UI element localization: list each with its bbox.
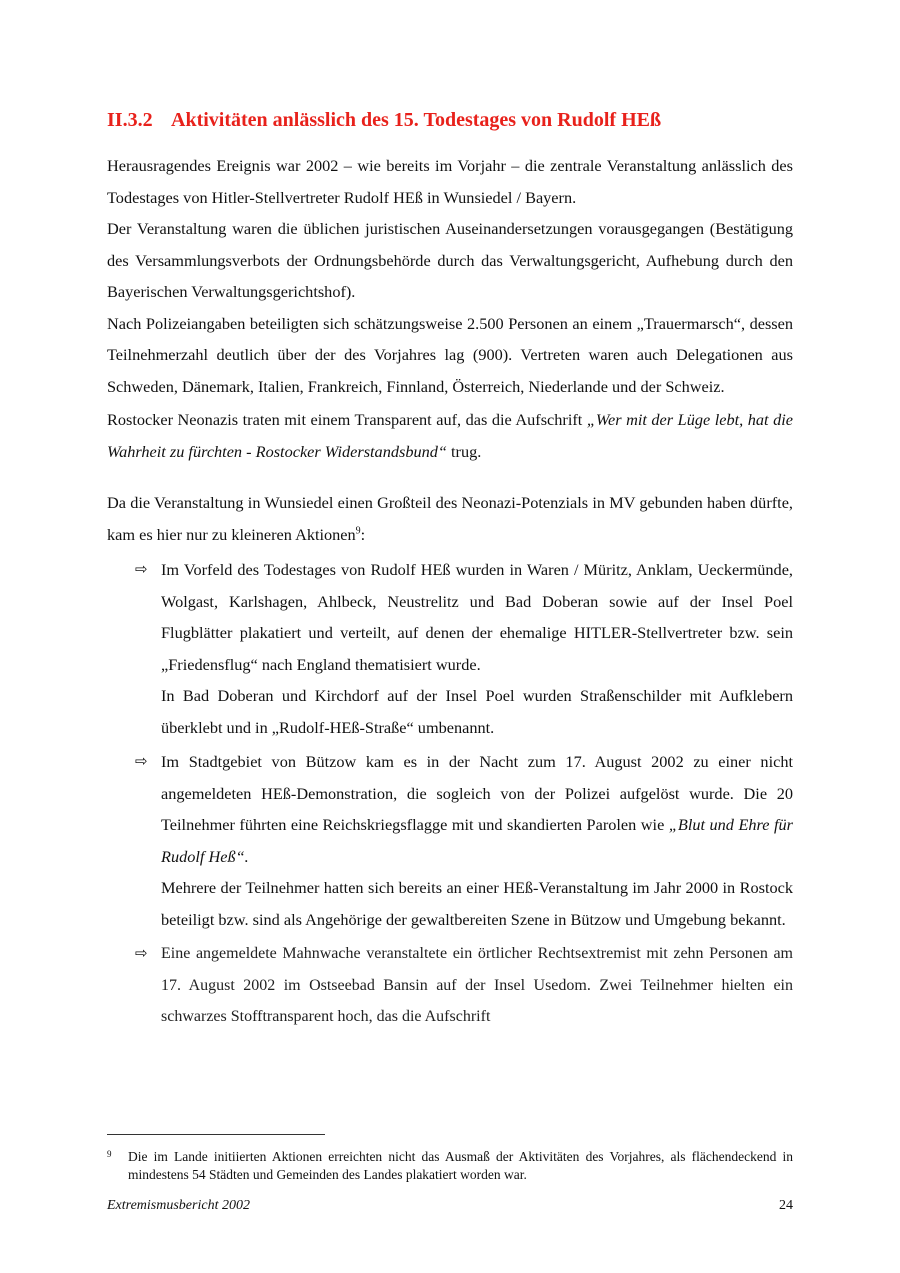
bullet-3-main: Eine angemeldete Mahnwache veranstaltete ein örtlicher Rechtsextremist mit zehn Personen am 17. August 2002 im Ostseebad Bansin auf der Insel Usedom. Zwei Teilnehmer hielten ein schwarzes Stofftransparent hoch, das die Aufschrift xyxy=(161,945,793,1025)
list-item xyxy=(107,746,793,935)
bullet-1-sub: In Bad Doberan und Kirchdorf auf der Insel Poel wurden Straßenschilder mit Aufklebern überklebt und in „Rudolf-HEß-Straße“ umbenannt. xyxy=(161,686,793,737)
bullet-1-main: Im Vorfeld des Todestages von Rudolf HEß wurden in Waren / Müritz, Anklam, Ueckermünde, Wolgast, Karlshagen, Ahlbeck, Neustrelitz und Bad Doberan sowie auf der Insel Poel Flugblätter plakatiert und verteilt, auf denen der ehemalige HITLER-Stellvertreter bzw. sein „Friedensflug“ nach England thematisiert wurde. xyxy=(161,560,793,674)
page-number: 24 xyxy=(779,1198,793,1213)
footnote-reference[interactable]: 9 xyxy=(355,525,361,537)
paragraph-5 xyxy=(107,487,793,550)
arrow-right-icon: ⇨ xyxy=(135,560,148,578)
section-number: II.3.2 xyxy=(107,109,153,131)
footnote-text: Die im Lande initiierten Aktionen erreichten nicht das Ausmaß der Aktivitäten des Vorjahres, als flächendeckend in mindestens 54 Städten und Gemeinden des Landes plakatiert worden war. xyxy=(128,1149,793,1182)
page-footer xyxy=(107,1198,793,1214)
section-title: Aktivitäten anlässlich des 15. Todestages von Rudolf HEß xyxy=(171,109,662,131)
arrow-right-icon: ⇨ xyxy=(135,944,148,962)
bullet-list xyxy=(107,554,793,1033)
list-item xyxy=(107,554,793,743)
paragraph-4 xyxy=(107,404,793,467)
paragraph-3: Nach Polizeiangaben beteiligten sich schätzungsweise 2.500 Personen an einem „Trauermarsch“, dessen Teilnehmerzahl deutlich über der des Vorjahres lag (900). Vertreten waren auch Delegationen aus Schweden, Dänemark, Italien, Frankreich, Finnland, Österreich, Niederlande und der Schweiz. xyxy=(107,313,793,396)
bullet-2-quote: „Blut und Ehre für Rudolf Heß“. xyxy=(161,815,793,866)
bullet-2-text: Im Stadtgebiet von Bützow kam es in der Nacht zum 17. August 2002 zu einer nicht angemeldeten HEß-Demonstration, die sogleich von der Polizei aufgelöst wurde. Die 20 Teilnehmer führten eine Reichskriegsflagge mit und skandierten Parolen wie xyxy=(161,752,793,834)
footer-title: Extremismusbericht 2002 xyxy=(107,1198,250,1213)
bullet-2-main xyxy=(161,746,793,872)
footnote-divider xyxy=(107,1134,325,1135)
bullet-2-sub: Mehrere der Teilnehmer hatten sich bereits an einer HEß-Veranstaltung im Jahr 2000 in Rostock beteiligt bzw. sind als Angehörige der gewaltbereiten Szene in Bützow und Umgebung bekannt. xyxy=(161,878,793,929)
arrow-right-icon: ⇨ xyxy=(135,752,148,770)
body-text xyxy=(107,150,793,1036)
section-heading xyxy=(107,109,793,132)
paragraph-1: Herausragendes Ereignis war 2002 – wie bereits im Vorjahr – die zentrale Veranstaltung anlässlich des Todestages von Hitler-Stellvertreter Rudolf HEß in Wunsiedel / Bayern. xyxy=(107,156,793,207)
paragraph-5-end: : xyxy=(360,524,366,544)
footnote xyxy=(107,1148,793,1184)
footnote-number: 9 xyxy=(107,1149,112,1159)
paragraph-2: Der Veranstaltung waren die üblichen juristischen Auseinandersetzungen vorausgegangen (Bestätigung des Versammlungsverbots der Ordnungsbehörde durch das Verwaltungsgericht, Aufhebung durch den Bayerischen Verwaltungsgerichtshof). xyxy=(107,219,793,301)
paragraph-4-end: trug. xyxy=(446,441,482,461)
paragraph-5-text: Da die Veranstaltung in Wunsiedel einen Großteil des Neonazi-Potenzials in MV gebunden haben dürfte, kam es hier nur zu kleineren Aktionen xyxy=(107,493,793,544)
paragraph-4-quote: „Wer mit der Lüge lebt, hat die Wahrheit zu fürchten - Rostocker Widerstandsbund“ xyxy=(107,410,794,461)
list-item xyxy=(107,938,793,1033)
paragraph-4-text: Rostocker Neonazis traten mit einem Transparent auf, das die Aufschrift xyxy=(107,410,587,429)
